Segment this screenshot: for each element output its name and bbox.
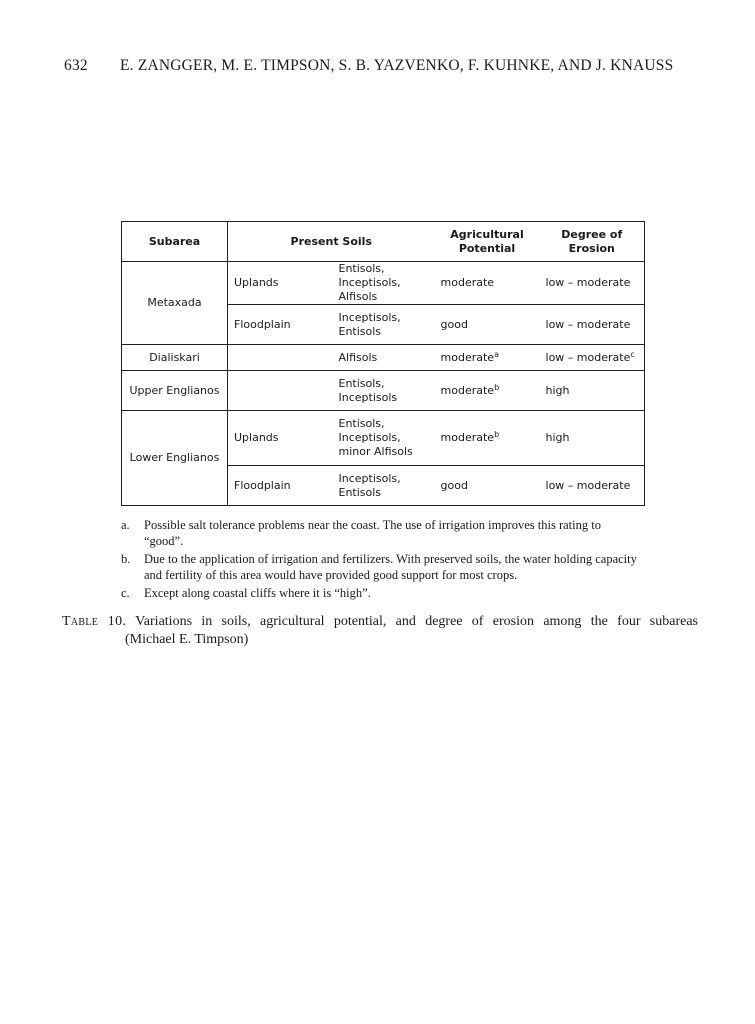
- footnote-ref-a: a: [494, 349, 499, 359]
- header-subarea: Subarea: [148, 234, 201, 248]
- terrain-cell: Uplands: [228, 262, 333, 305]
- subarea-metaxada: Metaxada: [147, 296, 202, 309]
- soils-cell: Entisols, Inceptisols, minor Alfisols: [338, 417, 413, 458]
- footnote-ref-c: c: [630, 349, 635, 359]
- table-header-row: [122, 222, 645, 262]
- footnote-b: b. Due to the application of irrigation and fertilizers. With preserved soils, the water holding capacity and fertility of this area would have provided good support for most crops.: [121, 552, 637, 582]
- subarea-dialiskari: Dialiskari: [149, 350, 200, 364]
- subarea-lower-englianos: Lower Englianos: [129, 451, 220, 464]
- potential-cell: good: [440, 317, 468, 331]
- footnote-ref-b: b: [494, 382, 500, 392]
- table-row: [122, 262, 645, 305]
- caption-text: Variations in soils, agricultural potential, and degree of erosion among the four subareas: [135, 614, 698, 629]
- subarea-upper-englianos: Upper Englianos: [129, 383, 220, 397]
- footnote-c: c. Except along coastal cliffs where it is “high”.: [121, 586, 371, 600]
- erosion-cell: low – moderate: [545, 317, 631, 331]
- footnote-ref-b: b: [494, 430, 500, 439]
- potential-cell: moderate: [440, 276, 495, 289]
- table-row: [122, 345, 645, 371]
- table-row: [122, 371, 645, 411]
- caption-credit: (Michael E. Timpson): [125, 632, 249, 647]
- terrain-cell: Floodplain: [228, 305, 333, 345]
- potential-cell: moderate$^b$: [440, 382, 500, 397]
- table-footnotes: [121, 517, 641, 603]
- caption-label: Table 10.: [62, 614, 127, 629]
- erosion-cell: high: [545, 383, 570, 397]
- potential-cell: moderate$^a$: [440, 349, 499, 364]
- footnote-a: a. Possible salt tolerance problems near the coast. The use of irrigation improves this rating to “good”.: [121, 518, 601, 548]
- potential-cell: good: [440, 478, 468, 492]
- soils-cell: Entisols, Inceptisols: [338, 376, 398, 404]
- erosion-cell: low – moderate: [545, 276, 631, 289]
- terrain-cell: Floodplain: [228, 466, 333, 506]
- terrain-cell: Uplands: [228, 411, 333, 466]
- running-head-authors: E. ZANGGER, M. E. TIMPSON, S. B. YAZVENKO, F. KUHNKE, AND J. KNAUSS: [120, 57, 674, 74]
- table-row: [122, 411, 645, 466]
- table-caption: [62, 613, 698, 649]
- erosion-cell: high: [545, 431, 570, 444]
- soils-table: [121, 221, 645, 506]
- soils-cell: Inceptisols, Entisols: [338, 471, 401, 499]
- soils-cell: Inceptisols, Entisols: [338, 310, 401, 338]
- soils-cell: Alfisols: [338, 350, 378, 364]
- page-number: 632: [64, 57, 88, 74]
- running-header: [0, 57, 755, 81]
- potential-cell: moderate$^b$: [440, 430, 500, 444]
- erosion-cell: low – moderate: [545, 478, 631, 492]
- header-agricultural-potential: Agricultural Potential: [450, 227, 524, 255]
- erosion-cell: low – moderate$^c$: [545, 349, 635, 364]
- soils-cell: Entisols, Inceptisols, Alfisols: [338, 262, 401, 303]
- terrain-cell: [228, 345, 333, 371]
- header-present-soils: Present Soils: [228, 222, 435, 262]
- header-degree-of-erosion: Degree of Erosion: [561, 227, 623, 255]
- terrain-cell: [228, 371, 333, 411]
